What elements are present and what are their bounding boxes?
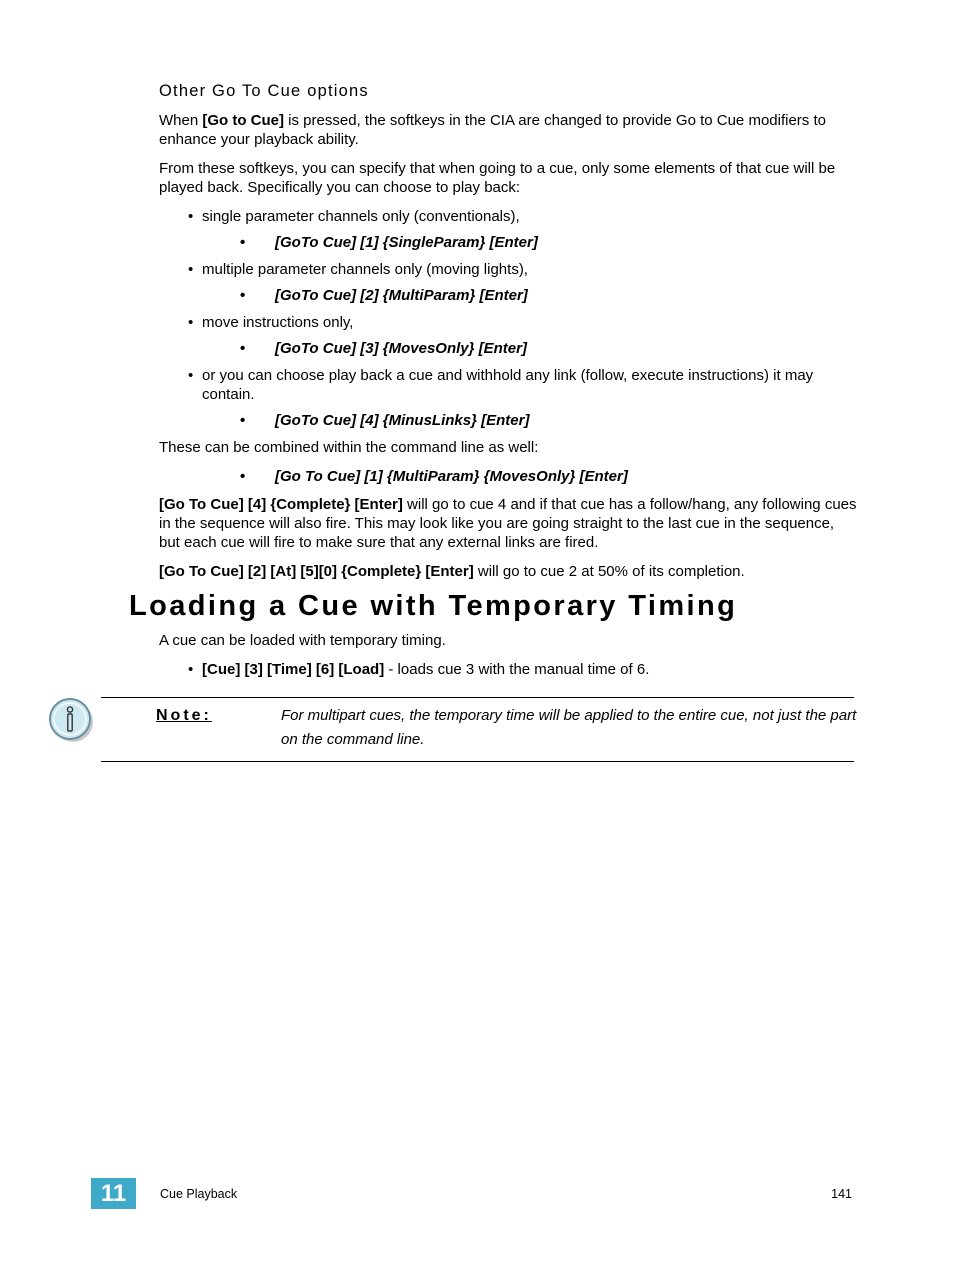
page-number: 141 <box>831 1187 852 1201</box>
command-example: • [GoTo Cue] [3] {MovesOnly} [Enter] <box>240 340 527 357</box>
paragraph-complete-at: [Go To Cue] [2] [At] [5][0] {Complete} [Enter] will go to cue 2 at 50% of its completion. <box>159 563 745 580</box>
note-text: For multipart cues, the temporary time will be applied to the entire cue, not just the part on the command line. <box>281 707 857 748</box>
list-item: • multiple parameter channels only (moving lights), <box>188 261 528 278</box>
paragraph-go-to-cue: When [Go to Cue] is pressed, the softkeys in the CIA are changed to provide Go to Cue modifiers to enhance your playback ability. <box>159 112 826 148</box>
section-heading: Loading a Cue with Temporary Timing <box>129 590 738 622</box>
command-example: • [GoTo Cue] [2] {MultiParam} [Enter] <box>240 287 528 304</box>
info-icon <box>48 697 96 745</box>
list-item: • move instructions only, <box>188 314 354 331</box>
paragraph-softkeys: From these softkeys, you can specify that when going to a cue, only some elements of that cue will be played back. Specifically you can choose to play back: <box>159 160 836 196</box>
subheading: Other Go To Cue options <box>159 82 369 100</box>
command-example: • [Go To Cue] [1] {MultiParam} {MovesOnly} [Enter] <box>240 468 628 485</box>
list-item: • or you can choose play back a cue and withhold any link (follow, execute instructions) it may contain. <box>188 367 814 403</box>
paragraph-combined: These can be combined within the command line as well: <box>159 439 539 456</box>
command-example: • [GoTo Cue] [4] {MinusLinks} [Enter] <box>240 412 530 429</box>
note-label: Note: <box>156 707 212 724</box>
footer-chapter-title: Cue Playback <box>160 1187 238 1201</box>
command-example: • [GoTo Cue] [1] {SingleParam} [Enter] <box>240 234 538 251</box>
note-bottom-rule <box>101 761 854 762</box>
paragraph-temporary-timing: A cue can be loaded with temporary timing. <box>159 632 446 649</box>
paragraph-complete: [Go To Cue] [4] {Complete} [Enter] will go to cue 4 and if that cue has a follow/hang, any following cues in the sequence will also fire. This may look like you are going straight to the last cue in the sequence, but each cue will fire to make sure that any external links are fired. <box>159 496 857 551</box>
chapter-badge: 11 <box>91 1178 136 1209</box>
note-top-rule <box>101 697 854 698</box>
list-item: • [Cue] [3] [Time] [6] [Load] - loads cue 3 with the manual time of 6. <box>188 661 650 678</box>
list-item: • single parameter channels only (conventionals), <box>188 208 520 225</box>
